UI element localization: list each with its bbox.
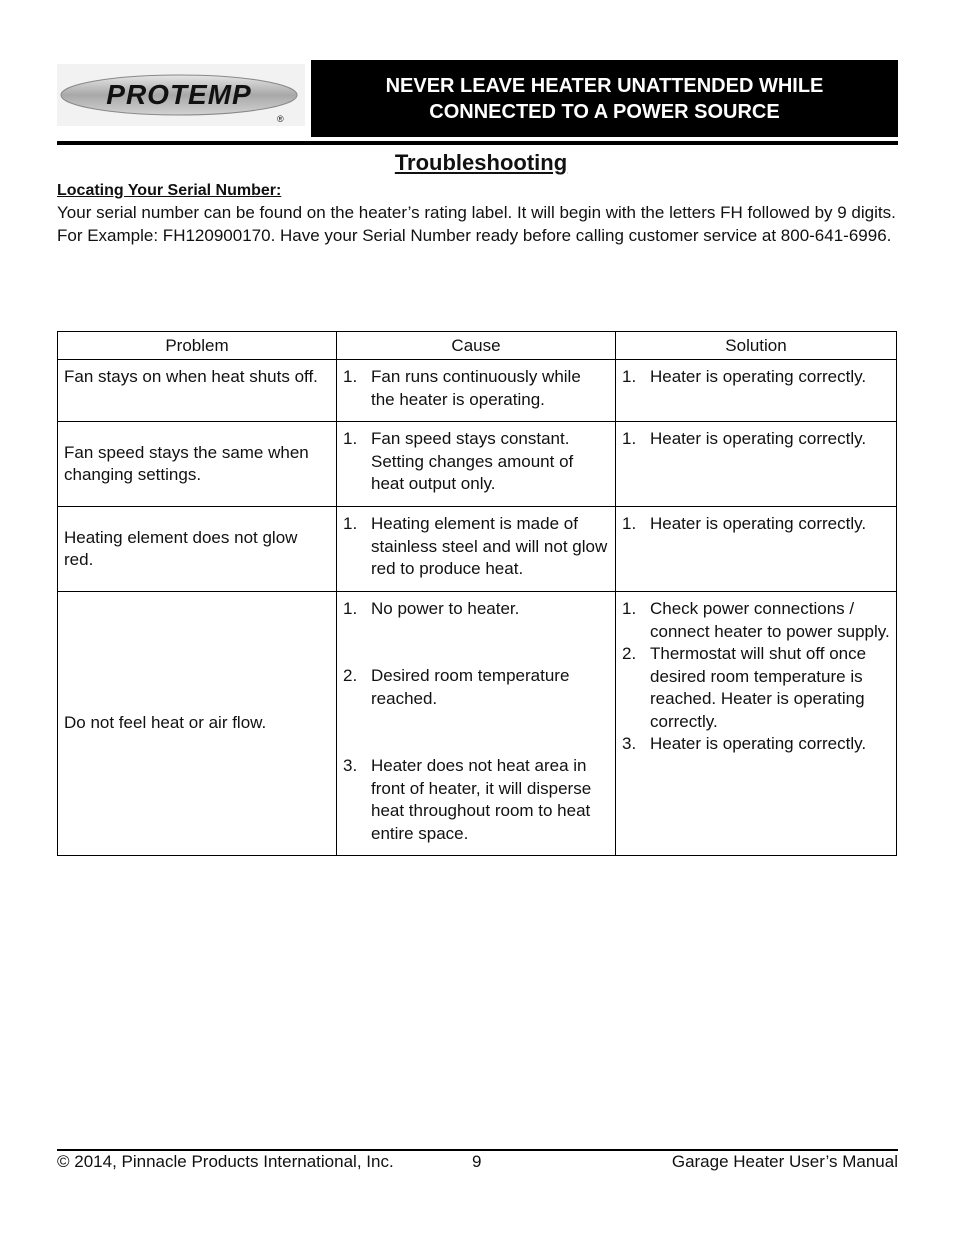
cause-cell (337, 360, 616, 422)
problem-cell: Fan stays on when heat shuts off. (58, 360, 337, 422)
solution-cell (616, 360, 897, 422)
cause-cell (337, 592, 616, 856)
table-row (58, 592, 897, 856)
list-item: 1. Heating element is made of stainless steel and will not glow red to produce heat. (343, 514, 608, 578)
warning-banner (311, 60, 898, 137)
header-problem: Problem (58, 332, 337, 360)
header-divider (57, 141, 898, 145)
svg-text:PROTEMP: PROTEMP (106, 79, 252, 110)
page-header (57, 60, 898, 138)
list-item: 1. No power to heater. (343, 599, 520, 618)
troubleshooting-table (57, 331, 897, 856)
header-cause: Cause (337, 332, 616, 360)
protemp-logo (57, 64, 305, 126)
list-item: 3. Heater does not heat area in front of heater, it will disperse heat throughout room to heat entire space. (343, 756, 592, 843)
list-item: 1. Check power connections / connect heater to power supply. (622, 599, 890, 641)
banner-line-2: CONNECTED TO A POWER SOURCE (429, 100, 780, 123)
cause-cell (337, 422, 616, 507)
footer-page-number: 9 (472, 1152, 482, 1171)
cause-cell (337, 507, 616, 592)
problem-cell: Do not feel heat or air flow. (58, 592, 337, 856)
serial-heading: Locating Your Serial Number: (57, 182, 282, 199)
table-row (58, 422, 897, 507)
footer-divider (57, 1149, 898, 1151)
serial-text: Your serial number can be found on the heater’s rating label. It will begin with the letters FH followed by 9 digits. For Example: FH120900170. Have your Serial Number ready before calling customer service at 800-641-6996. (57, 203, 896, 245)
banner-line-1: NEVER LEAVE HEATER UNATTENDED WHILE (385, 74, 824, 97)
problem-cell: Heating element does not glow red. (58, 507, 337, 592)
list-item: 3. Heater is operating correctly. (622, 734, 867, 753)
list-item: 1. Fan speed stays constant. Setting changes amount of heat output only. (343, 429, 574, 493)
table-row (58, 360, 897, 422)
list-item: 1. Fan runs continuously while the heater is operating. (343, 367, 581, 409)
page-title: Troubleshooting (394, 150, 568, 175)
header-solution: Solution (616, 332, 897, 360)
table-row (58, 507, 897, 592)
solution-cell (616, 592, 897, 856)
table-header-row (58, 332, 897, 360)
list-item: 1. Heater is operating correctly. (622, 367, 867, 386)
footer-copyright: © 2014, Pinnacle Products International, Inc. (57, 1152, 394, 1171)
svg-text:®: ® (277, 114, 284, 124)
footer-manual-title: Garage Heater User’s Manual (671, 1152, 898, 1171)
list-item: 2. Thermostat will shut off once desired room temperature is reached. Heater is operating correctly. (622, 644, 867, 731)
problem-cell: Fan speed stays the same when changing settings. (58, 422, 337, 507)
list-item: 1. Heater is operating correctly. (622, 514, 867, 533)
solution-cell (616, 507, 897, 592)
solution-cell (616, 422, 897, 507)
list-item: 2. Desired room temperature reached. (343, 666, 570, 708)
list-item: 1. Heater is operating correctly. (622, 429, 867, 448)
